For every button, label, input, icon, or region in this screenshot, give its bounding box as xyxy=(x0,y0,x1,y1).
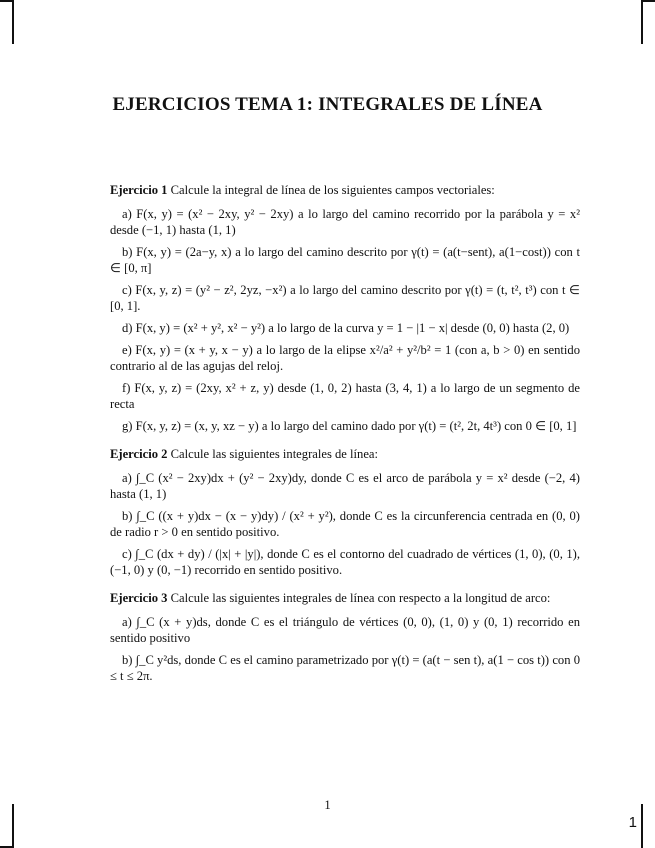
crop-mark-tl-v xyxy=(12,0,14,44)
exercise-2-intro: Calcule las siguientes integrales de línea: xyxy=(170,447,379,461)
exercise-1-item-e: e) F(x, y) = (x + y, x − y) a lo largo de la elipse x²/a² + y²/b² = 1 (con a, b > 0) en sentido contrario al de las agujas del reloj. xyxy=(110,343,580,373)
exercise-3-label: Ejercicio 3 xyxy=(110,591,168,605)
exercise-3-intro: Calcule las siguientes integrales de línea con respecto a la longitud de arco: xyxy=(170,591,551,605)
exercise-2-item-a: a) ∫_C (x² − 2xy)dx + (y² − 2xy)dy, donde C es el arco de parábola y = x² desde (−2, 4) hasta (1, 1) xyxy=(110,471,580,501)
exercise-1-label: Ejercicio 1 xyxy=(110,183,168,197)
exercise-1-item-a: a) F(x, y) = (x² − 2xy, y² − 2xy) a lo largo del camino recorrido por la parábola y = x² desde (−1, 1) hasta (1, 1) xyxy=(110,207,580,237)
crop-mark-tr-v xyxy=(641,0,643,44)
exercise-1-item-g: g) F(x, y, z) = (x, y, xz − y) a lo largo del camino dado por γ(t) = (t², 2t, 4t³) con 0 ∈ [0, 1] xyxy=(122,419,577,433)
exercise-1-intro: Calcule la integral de línea de los siguientes campos vectoriales: xyxy=(170,183,495,197)
exercise-2-item-c: c) ∫_C (dx + dy) / (|x| + |y|), donde C es el contorno del cuadrado de vértices (1, 0), (0, 1), (−1, 0) y (0, −1) recorrido en sentido positivo. xyxy=(110,547,580,577)
exercise-2-item-b: b) ∫_C ((x + y)dx − (x − y)dy) / (x² + y²), donde C es la circunferencia centrada en (0, 0) de radio r > 0 en sentido positivo. xyxy=(110,509,580,539)
exercise-1-item-f: f) F(x, y, z) = (2xy, x² + z, y) desde (1, 0, 2) hasta (3, 4, 1) a lo largo de un segmento de recta xyxy=(110,381,580,411)
sheet-number: 1 xyxy=(628,814,637,831)
page-number: 1 xyxy=(324,798,331,812)
crop-mark-tr-h xyxy=(643,0,655,2)
exercise-1-heading xyxy=(110,182,580,198)
exercise-3-heading xyxy=(110,590,580,606)
exercise-1-item-b: b) F(x, y) = (2a−y, x) a lo largo del camino descrito por γ(t) = (a(t−sent), a(1−cost)) con t ∈ [0, π] xyxy=(110,245,580,275)
exercise-body xyxy=(110,182,580,690)
crop-mark-tl-h xyxy=(0,0,12,2)
exercise-1-item-c: c) F(x, y, z) = (y² − z², 2yz, −x²) a lo largo del camino descrito por γ(t) = (t, t², t³) con t ∈ [0, 1]. xyxy=(110,283,580,313)
exercise-3-item-a: a) ∫_C (x + y)ds, donde C es el triángulo de vértices (0, 0), (1, 0) y (0, 1) recorrido en sentido positivo xyxy=(110,615,580,645)
exercise-3-item-b: b) ∫_C y²ds, donde C es el camino parametrizado por γ(t) = (a(t − sen t), a(1 − cos t)) con 0 ≤ t ≤ 2π. xyxy=(110,653,580,683)
page-title: EJERCICIOS TEMA 1: INTEGRALES DE LÍNEA xyxy=(112,94,543,115)
exercise-2-heading xyxy=(110,446,580,462)
exercise-1-item-d: d) F(x, y) = (x² + y², x² − y²) a lo largo de la curva y = 1 − |1 − x| desde (0, 0) hasta (2, 0) xyxy=(122,321,570,335)
exercise-2-label: Ejercicio 2 xyxy=(110,447,168,461)
